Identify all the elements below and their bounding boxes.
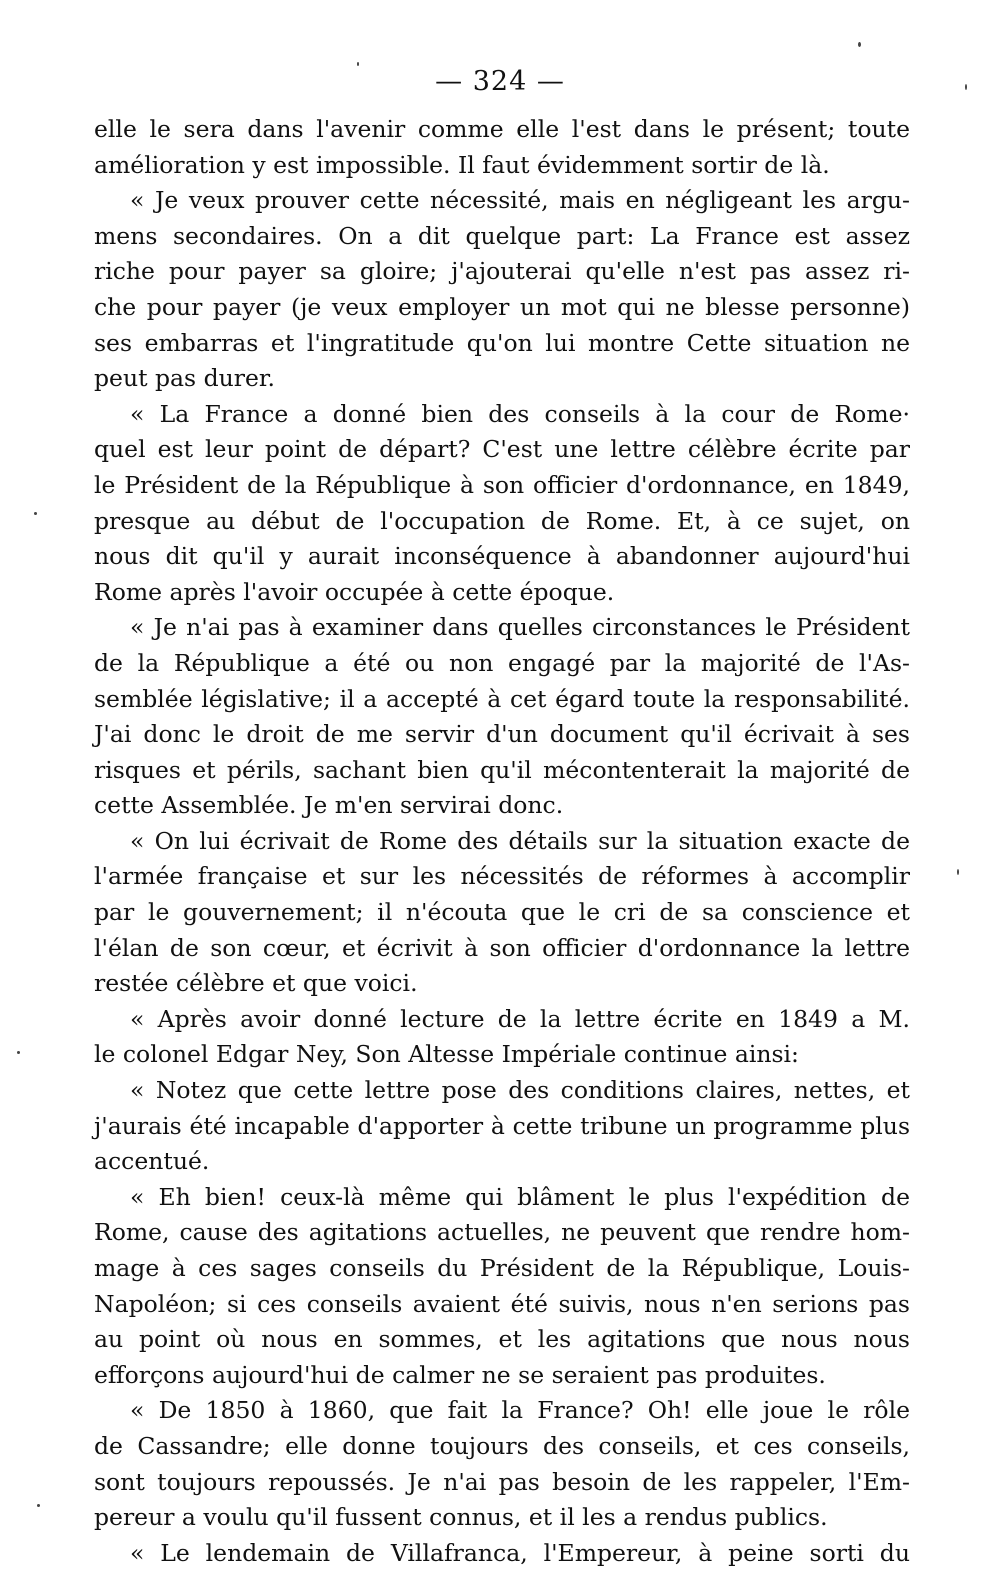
- print-speck: [37, 1504, 40, 1507]
- text-line: par le gouvernement; il n'écouta que le cri de sa conscience et: [94, 898, 910, 927]
- page-number: — 324 —: [435, 66, 565, 97]
- text-line: j'aurais été incapable d'apporter à cette tribune un programme plus: [94, 1111, 910, 1140]
- text-line: risques et périls, sachant bien qu'il mécontenterait la majorité de: [94, 755, 910, 784]
- print-speck: [357, 62, 359, 66]
- text-line: le Président de la République à son officier d'ordonnance, en 1849,: [94, 470, 910, 499]
- text-line: « Je n'ai pas à examiner dans quelles circonstances le Président: [130, 613, 910, 642]
- text-line: « De 1850 à 1860, que fait la France? Oh! elle joue le rôle: [130, 1396, 910, 1425]
- text-line: au point où nous en sommes, et les agitations que nous nous: [94, 1325, 910, 1354]
- text-line: le colonel Edgar Ney, Son Altesse Impériale continue ainsi:: [94, 1040, 799, 1069]
- text-line: che pour payer (je veux employer un mot qui ne blesse personne): [94, 292, 910, 321]
- text-line: efforçons aujourd'hui de calmer ne se seraient pas produites.: [94, 1360, 826, 1389]
- text-line: de Cassandre; elle donne toujours des conseils, et ces conseils,: [94, 1431, 910, 1460]
- text-line: « Le lendemain de Villafranca, l'Empereur, à peine sorti du: [130, 1538, 910, 1567]
- text-line: Rome après l'avoir occupée à cette époque.: [94, 577, 615, 606]
- print-speck: [957, 869, 959, 875]
- text-line: ses embarras et l'ingratitude qu'on lui montre Cette situation ne: [94, 328, 910, 357]
- text-line: peut pas durer.: [94, 364, 276, 393]
- text-line: l'élan de son cœur, et écrivit à son officier d'ordonnance la lettre: [94, 933, 910, 962]
- text-line: amélioration y est impossible. Il faut évidemment sortir de là.: [94, 150, 830, 179]
- text-line: J'ai donc le droit de me servir d'un document qu'il écrivait à ses: [94, 720, 910, 749]
- text-line: Napoléon; si ces conseils avaient été suivis, nous n'en serions pas: [94, 1289, 910, 1318]
- text-line: quel est leur point de départ? C'est une lettre célèbre écrite par: [94, 435, 910, 464]
- body-text: [94, 112, 910, 1571]
- print-speck: [17, 1051, 20, 1054]
- text-line: « Eh bien! ceux-là même qui blâment le plus l'expédition de: [130, 1182, 910, 1211]
- text-line: riche pour payer sa gloire; j'ajouterai qu'elle n'est pas assez ri-: [94, 257, 910, 286]
- text-line: l'armée française et sur les nécessités de réformes à accomplir: [94, 862, 910, 891]
- text-line: presque au début de l'occupation de Rome. Et, à ce sujet, on: [94, 506, 910, 535]
- print-speck: [965, 84, 967, 90]
- text-line: « Je veux prouver cette nécessité, mais en négligeant les argu-: [130, 186, 910, 215]
- text-line: mage à ces sages conseils du Président de la République, Louis-: [94, 1254, 910, 1282]
- text-line: « On lui écrivait de Rome des détails sur la situation exacte de: [130, 826, 910, 855]
- text-line: elle le sera dans l'avenir comme elle l'est dans le présent; toute: [94, 115, 910, 143]
- text-line: pereur a voulu qu'il fussent connus, et il les a rendus publics.: [94, 1503, 828, 1532]
- text-line: Rome, cause des agitations actuelles, ne peuvent que rendre hom-: [94, 1218, 910, 1247]
- text-line: nous dit qu'il y aurait inconséquence à abandonner aujourd'hui: [94, 542, 910, 571]
- text-line: de la République a été ou non engagé par la majorité de l'As-: [94, 648, 910, 677]
- print-speck: [858, 42, 861, 47]
- text-line: accentué.: [94, 1147, 210, 1176]
- text-line: semblée législative; il a accepté à cet égard toute la responsabilité.: [94, 684, 910, 713]
- text-line: mens secondaires. On a dit quelque part: La France est assez: [94, 221, 910, 250]
- print-speck: [34, 512, 37, 515]
- text-line: « Après avoir donné lecture de la lettre écrite en 1849 a M.: [130, 1004, 910, 1033]
- text-line: sont toujours repoussés. Je n'ai pas besoin de les rappeler, l'Em-: [94, 1467, 910, 1496]
- text-line: « Notez que cette lettre pose des conditions claires, nettes, et: [130, 1076, 910, 1105]
- text-line: restée célèbre et que voici.: [94, 969, 418, 998]
- text-line: cette Assemblée. Je m'en servirai donc.: [94, 791, 564, 820]
- text-line: « La France a donné bien des conseils à la cour de Rome·: [130, 399, 910, 428]
